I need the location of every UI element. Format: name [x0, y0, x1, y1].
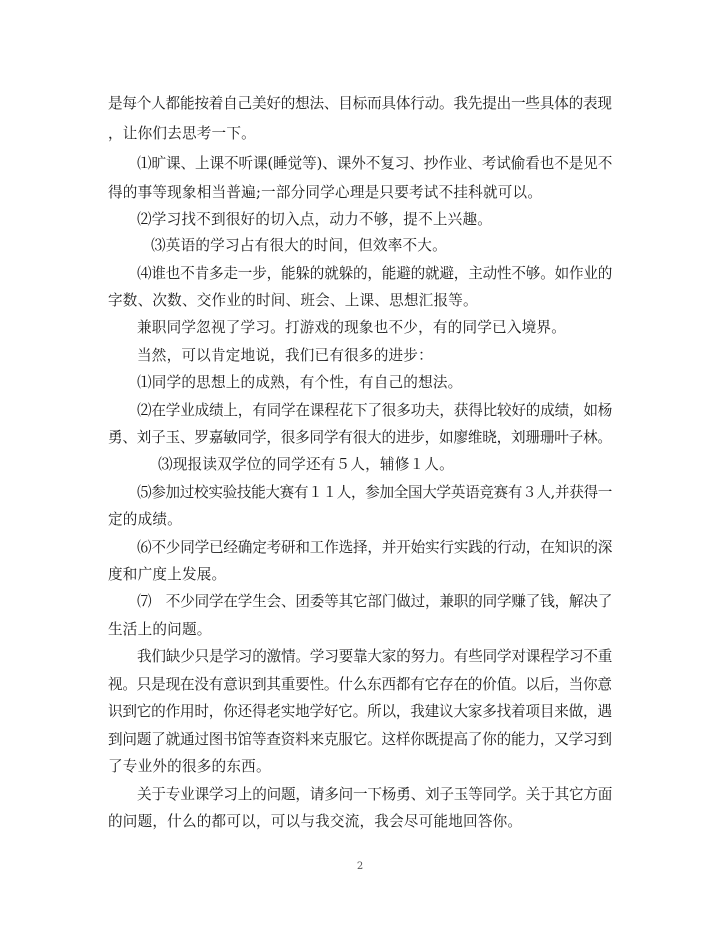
paragraph-line: ⑶现报读双学位的同学还有５人，辅修１人。 — [158, 456, 454, 473]
paragraph-line: ⑶英语的学习占有很大的时间，但效率不大。 — [151, 237, 447, 254]
paragraph-line: 我们缺少只是学习的激情。学习要靠大家的努力。有些同学对课程学习不重 — [137, 648, 613, 665]
paragraph-line: 视。只是现在没有意识到其重要性。什么东西都有它存在的价值。以后，当你意 — [108, 676, 612, 693]
paragraph-line: 度和广度上发展。 — [108, 566, 227, 583]
paragraph-line: ⑸参加过校实验技能大赛有１１人，参加全国大学英语竞赛有３人,并获得一 — [137, 484, 613, 501]
paragraph-line: 字数、次数、交作业的时间、班会、上课、思想汇报等。 — [108, 292, 478, 309]
paragraph-line: ⑷谁也不肯多走一步，能躲的就躲的，能避的就避，主动性不够。如作业的 — [137, 265, 613, 282]
paragraph-line: 识到它的作用时，你还得老实地学好它。所以，我建议大家多找着项目来做，遇 — [108, 703, 612, 720]
paragraph-line: 是每个人都能按着自己美好的想法、目标而具体行动。我先提出一些具体的表现 — [108, 95, 612, 112]
paragraph-line: ⑴旷课、上课不听课(睡觉等)、课外不复习、抄作业、考试偷看也不是见不 — [137, 155, 613, 172]
paragraph-line: 兼职同学忽视了学习。打游戏的现象也不少，有的同学已入境界。 — [137, 319, 567, 336]
page-number: 2 — [356, 861, 364, 872]
paragraph-line: ，让你们去思考一下。 — [108, 125, 256, 142]
paragraph-line: 生活上的问题。 — [108, 621, 212, 638]
paragraph-line: 关于专业课学习上的问题，请多问一下杨勇、刘子玉等同学。关于其它方面 — [137, 786, 613, 803]
paragraph-line: 的问题，什么的都可以，可以与我交流，我会尽可能地回答你。 — [108, 813, 523, 830]
paragraph-line: 了专业外的很多的东西。 — [108, 758, 271, 775]
paragraph-line: 到问题了就通过图书馆等查资料来克服它。这样你既提高了你的能力，又学习到 — [108, 731, 612, 748]
paragraph-line: 当然，可以肯定地说，我们已有很多的进步： — [137, 347, 433, 364]
paragraph-line: ⑺ 不少同学在学生会、团委等其它部门做过，兼职的同学赚了钱，解决了 — [137, 593, 613, 610]
paragraph-line: ⑴同学的思想上的成熟，有个性，有自己的想法。 — [137, 374, 463, 391]
paragraph-line: ⑹不少同学已经确定考研和工作选择，并开始实行实践的行动，在知识的深 — [137, 539, 613, 556]
paragraph-line: 定的成绩。 — [108, 511, 182, 528]
paragraph-line: 得的事等现象相当普遍;一部分同学心理是只要考试不挂科就可以。 — [108, 184, 543, 201]
paragraph-line: ⑵学习找不到很好的切入点，动力不够，提不上兴趣。 — [137, 211, 493, 228]
paragraph-line: ⑵在学业成绩上，有同学在课程花下了很多功夫，获得比较好的成绩，如杨 — [137, 402, 613, 419]
paragraph-line: 勇、刘子玉、罗嘉敏同学，很多同学有很大的进步，如廖维晓，刘珊珊叶子林。 — [108, 429, 612, 446]
